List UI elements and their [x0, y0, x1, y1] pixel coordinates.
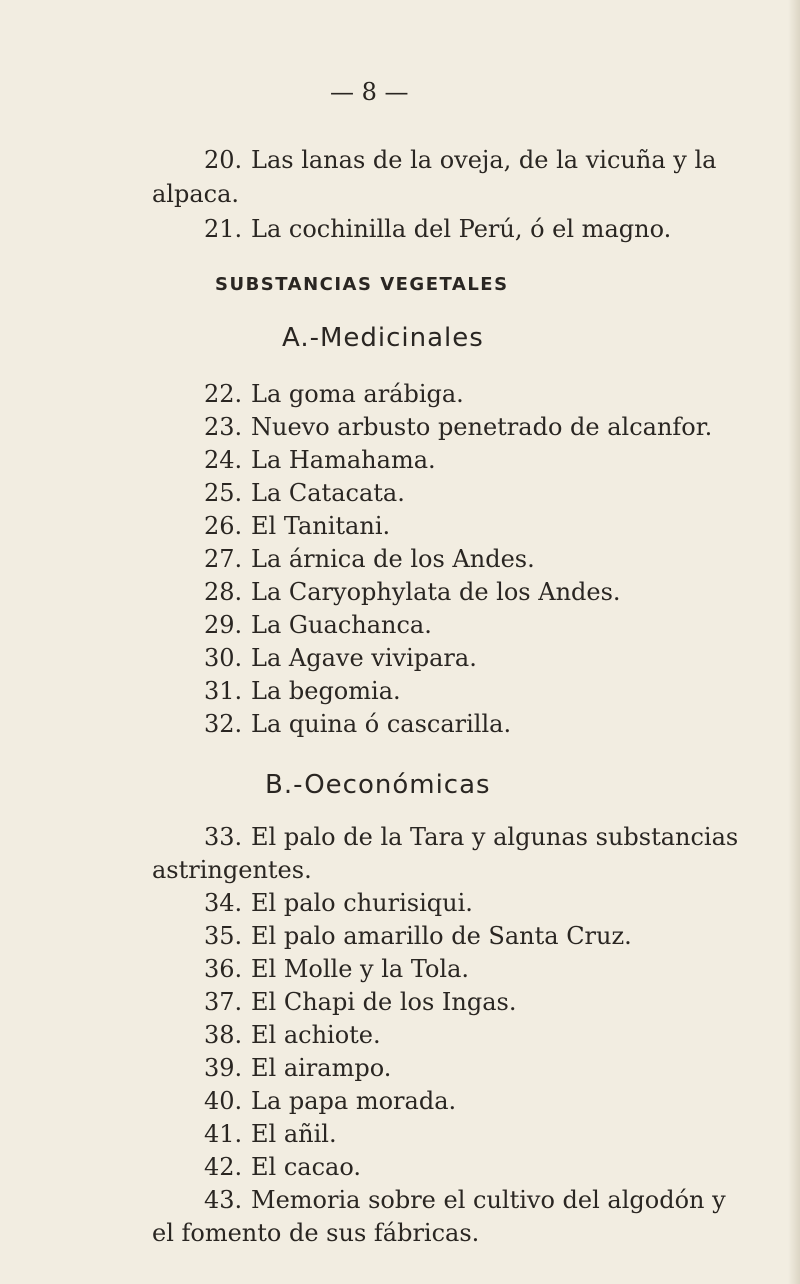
- list-item: [204, 889, 473, 917]
- item-number: 21.: [204, 215, 243, 243]
- subsection-heading-oeconomicas: B.-Oeconómicas: [265, 770, 491, 800]
- item-number: 31.: [204, 677, 243, 705]
- item-number: 40.: [204, 1087, 243, 1115]
- list-item: [204, 1120, 337, 1148]
- item-number: 42.: [204, 1153, 243, 1181]
- list-item: [204, 710, 511, 738]
- item-text: La quina ó cascarilla.: [251, 710, 512, 738]
- page-edge-shadow: [788, 0, 800, 1284]
- item-text: Las lanas de la oveja, de la vicuña y la: [251, 146, 717, 174]
- item-text: La Hamahama.: [251, 446, 436, 474]
- item-number: 35.: [204, 922, 243, 950]
- list-item: [204, 677, 401, 705]
- list-item: [204, 1054, 391, 1082]
- list-item: [204, 413, 712, 441]
- section-heading: SUBSTANCIAS VEGETALES: [215, 274, 509, 295]
- list-item: [204, 512, 390, 540]
- item-text: El Molle y la Tola.: [251, 955, 470, 983]
- item-number: 39.: [204, 1054, 243, 1082]
- item-text: El Tanitani.: [251, 512, 391, 540]
- list-item: [204, 988, 516, 1016]
- item-text: La Caryophylata de los Andes.: [251, 578, 621, 606]
- item-text: El cacao.: [251, 1153, 361, 1181]
- list-item: [204, 446, 436, 474]
- item-number: 37.: [204, 988, 243, 1016]
- item-text: La goma arábiga.: [251, 380, 464, 408]
- list-item: [204, 1021, 381, 1049]
- item-number: 29.: [204, 611, 243, 639]
- list-item: [204, 1186, 726, 1214]
- item-number: 33.: [204, 823, 243, 851]
- item-text: Memoria sobre el cultivo del algodón y: [251, 1186, 726, 1214]
- item-number: 24.: [204, 446, 243, 474]
- list-item: [204, 146, 716, 174]
- item-number: 22.: [204, 380, 243, 408]
- item-text: La papa morada.: [251, 1087, 457, 1115]
- item-text: El añil.: [251, 1120, 337, 1148]
- item-text: El airampo.: [251, 1054, 392, 1082]
- subsection-heading-medicinales: A.-Medicinales: [282, 323, 484, 353]
- item-text: Nuevo arbusto penetrado de alcanfor.: [251, 413, 713, 441]
- list-item: [204, 823, 738, 851]
- item-text: La árnica de los Andes.: [251, 545, 535, 573]
- item-text: La Agave vivipara.: [251, 644, 477, 672]
- item-number: 23.: [204, 413, 243, 441]
- list-item: [204, 380, 464, 408]
- list-item: [204, 1153, 361, 1181]
- item-text: La begomia.: [251, 677, 401, 705]
- item-text: El Chapi de los Ingas.: [251, 988, 517, 1016]
- list-item: [204, 644, 477, 672]
- item-number: 36.: [204, 955, 243, 983]
- list-item: [204, 955, 469, 983]
- item-number: 30.: [204, 644, 243, 672]
- item-text: El achiote.: [251, 1021, 381, 1049]
- item-number: 20.: [204, 146, 243, 174]
- item-text: El palo amarillo de Santa Cruz.: [251, 922, 632, 950]
- item-number: 27.: [204, 545, 243, 573]
- item-text: La cochinilla del Perú, ó el magno.: [251, 215, 672, 243]
- item-number: 26.: [204, 512, 243, 540]
- list-item: [204, 611, 432, 639]
- item-text: La Catacata.: [251, 479, 405, 507]
- item-text: El palo de la Tara y algunas substancias: [251, 823, 739, 851]
- list-item-continuation: alpaca.: [152, 180, 240, 208]
- item-number: 38.: [204, 1021, 243, 1049]
- item-number: 32.: [204, 710, 243, 738]
- item-text: La Guachanca.: [251, 611, 432, 639]
- list-item-continuation: el fomento de sus fábricas.: [152, 1219, 480, 1247]
- page-number: — 8 —: [330, 78, 409, 106]
- item-number: 25.: [204, 479, 243, 507]
- item-number: 28.: [204, 578, 243, 606]
- item-number: 41.: [204, 1120, 243, 1148]
- item-number: 43.: [204, 1186, 243, 1214]
- list-item: [204, 578, 621, 606]
- list-item: [204, 215, 671, 243]
- item-number: 34.: [204, 889, 243, 917]
- list-item: [204, 479, 405, 507]
- item-text: El palo churisiqui.: [251, 889, 473, 917]
- list-item: [204, 922, 632, 950]
- list-item-continuation: astringentes.: [152, 856, 312, 884]
- list-item: [204, 545, 535, 573]
- list-item: [204, 1087, 456, 1115]
